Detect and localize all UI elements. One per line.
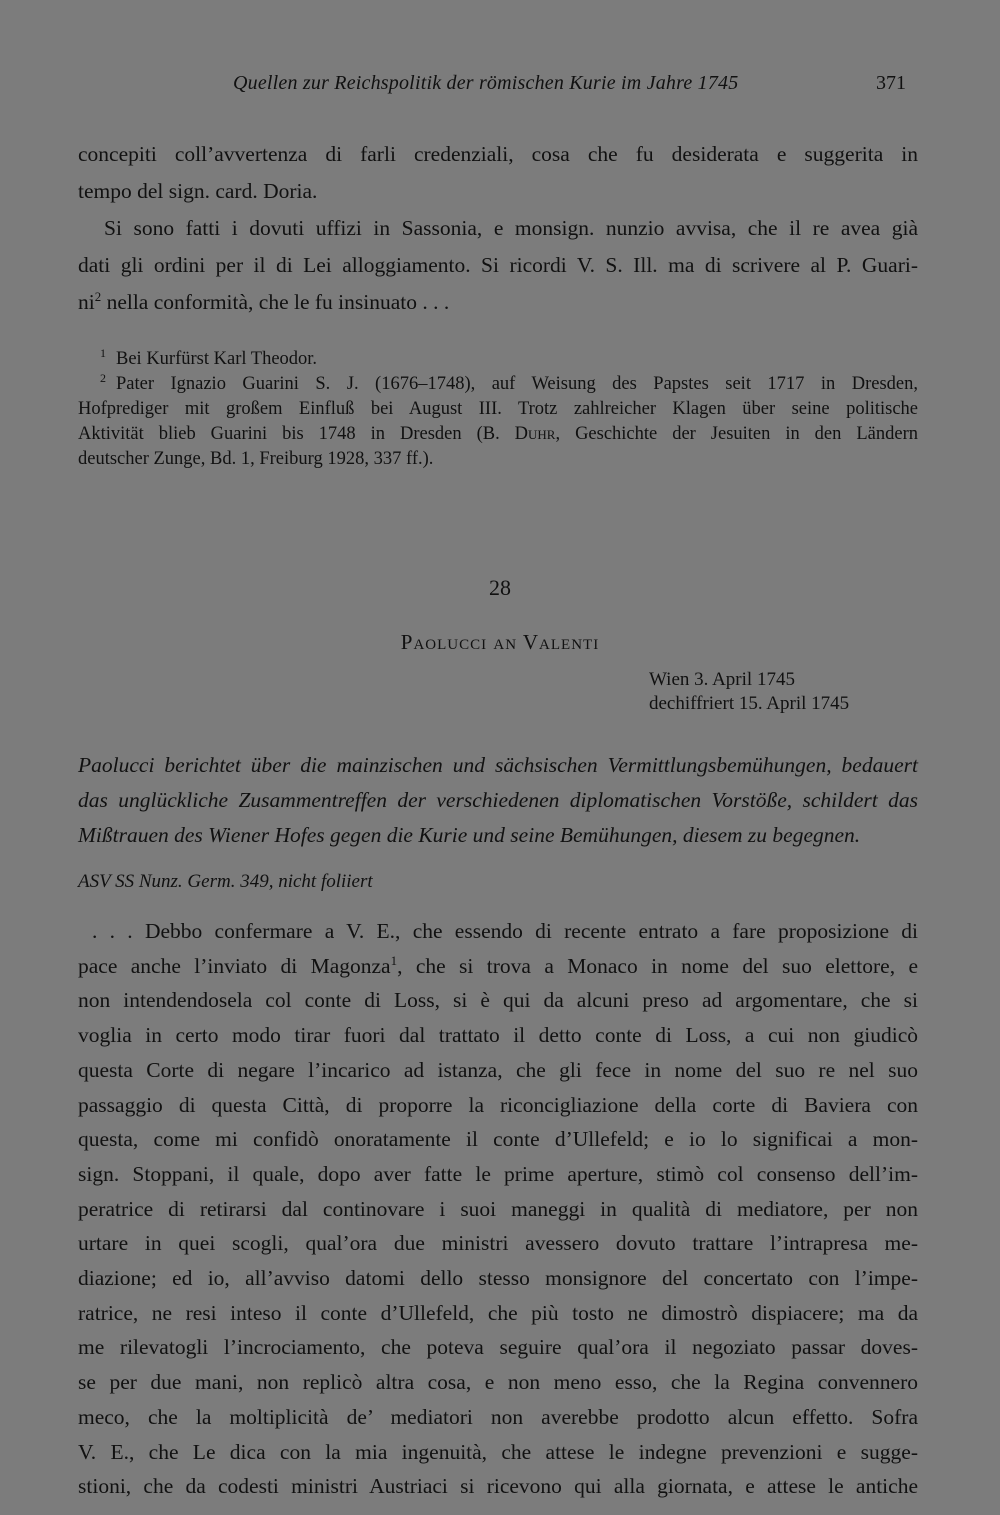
running-title: Quellen zur Reichspolitik der römischen Kurie im Jahre 1745 bbox=[233, 72, 739, 94]
regest-line: das unglückliche Zusammentreffen der verschiedenen diplomatischen Vorstöße, schildert das bbox=[78, 788, 918, 812]
body-line: V. E., che Le dica con la mia ingenuità, che attese le indegne prevenzioni e sugge- bbox=[78, 1439, 918, 1464]
document-body bbox=[78, 914, 918, 1504]
text-line: $ni^2$ nella conformità, che le fu insinuato . . . bbox=[78, 289, 450, 314]
dateline bbox=[649, 668, 849, 716]
footnote-line: deutscher Zunge, Bd. 1, Freiburg 1928, 337 ff.). bbox=[78, 449, 434, 469]
footnote-line: Hofprediger mit großem Einfluß bei August III. Trotz zahlreicher Klagen über seine politische bbox=[78, 399, 918, 419]
page-number: 371 bbox=[876, 72, 906, 94]
body-line: stioni, che da codesti ministri Austriaci si ricevono qui alla giornata, e attese le antiche bbox=[78, 1474, 918, 1499]
body-line: ratrice, ne resi inteso il conte d’Ullefeld, che più tosto ne dimostrò dispiacere; ma da bbox=[78, 1300, 918, 1325]
body-line: questa Corte di negare l’incarico ad istanza, che gli fece in nome del suo re nel suo bbox=[78, 1057, 918, 1082]
body-line: sign. Stoppani, il quale, dopo aver fatte le prime aperture, stimò col consenso dell’im- bbox=[78, 1161, 918, 1186]
footnote-mark: 2 bbox=[100, 370, 106, 385]
footnote-reference: 2 bbox=[94, 289, 102, 304]
body-line: meco, che la moltiplicità de’ mediatori non averebbe prodotto alcun effetto. Sofra bbox=[78, 1404, 918, 1429]
body-line: diazione; ed io, all’avviso datomi dello stesso monsignore del concertato con l’impe- bbox=[78, 1266, 918, 1291]
text-line: Si sono fatti i dovuti uffizi in Sassonia, e monsign. nunzio avvisa, che il re avea già bbox=[104, 216, 918, 240]
text-line: tempo del sign. card. Doria. bbox=[78, 179, 318, 203]
continuation-text bbox=[78, 136, 918, 321]
body-line: se per due mani, non replicò altra cosa, e non meno esso, che la Regina convennero bbox=[78, 1370, 918, 1395]
text-line: dati gli ordini per il di Lei alloggiamento. Si ricordi V. S. Ill. ma di scrivere al P. Guari- bbox=[78, 253, 918, 277]
archive-reference: ASV SS Nunz. Germ. 349, nicht foliiert bbox=[78, 871, 373, 892]
body-line: me rilevatogli l’incrociamento, che poteva seguire qual’ora il negoziato passar doves- bbox=[78, 1335, 918, 1360]
body-line: urtare in quei scogli, qual’ora due ministri avessero dovuto trattare l’intrapresa me- bbox=[78, 1231, 918, 1256]
footnote: $^2$ Pater Ignazio Guarini S. J. (1676–1748), auf Weisung des Papstes seit 1717 in Dresden, bbox=[100, 370, 918, 394]
regest-line: Paolucci berichtet über die mainzischen und sächsischen Vermittlungsbemühungen, bedauert bbox=[78, 753, 918, 777]
body-line: passaggio di questa Città, di proporre la riconcigliazione della corte di Baviera con bbox=[78, 1092, 918, 1117]
body-line: questa, come mi confidò onoratamente il conte d’Ullefeld; e io lo significai a mon- bbox=[78, 1127, 918, 1152]
body-line: . . . Debbo confermare a V. E., che essendo di recente entrato a fare proposizione di bbox=[92, 919, 918, 943]
document-heading: Paolucci an Valenti bbox=[400, 630, 600, 654]
regest bbox=[78, 748, 918, 853]
footnote-line: Aktivität blieb Guarini bis 1748 in Dresden (B. Duhr, Geschichte der Jesuiten in den Ländern bbox=[78, 424, 918, 444]
footnote-reference: 1 bbox=[390, 953, 398, 968]
document-number: 28 bbox=[489, 575, 511, 600]
body-line: voglia in certo modo tirar fuori dal trattato il detto conte di Loss, a cui non giudicò bbox=[78, 1023, 918, 1048]
text-line: concepiti coll’avvertenza di farli credenziali, cosa che fu desiderata e suggerita in bbox=[78, 142, 918, 166]
author-name: Duhr bbox=[514, 424, 556, 444]
deciphered-date: dechiffriert 15. April 1745 bbox=[649, 693, 850, 714]
footnotes bbox=[78, 347, 918, 472]
body-line: non intendendosela col conte di Loss, si è qui da alcuni preso ad argomentare, che si bbox=[78, 988, 918, 1013]
body-line: peratrice di retirarsi dal continovare i suoi maneggi in qualità di mediatore, per non bbox=[78, 1196, 918, 1221]
footnote: $^1$ Bei Kurfürst Karl Theodor. bbox=[100, 345, 318, 369]
place-date: Wien 3. April 1745 bbox=[649, 669, 795, 690]
regest-line: Mißtrauen des Wiener Hofes gegen die Kurie und seine Bemühungen, diesem zu begegnen. bbox=[78, 823, 861, 847]
body-line: pace anche l’inviato di Magonza$^1$, che si trova a Monaco in nome del suo elettore, e bbox=[78, 953, 918, 978]
footnote-mark: 1 bbox=[100, 345, 106, 360]
